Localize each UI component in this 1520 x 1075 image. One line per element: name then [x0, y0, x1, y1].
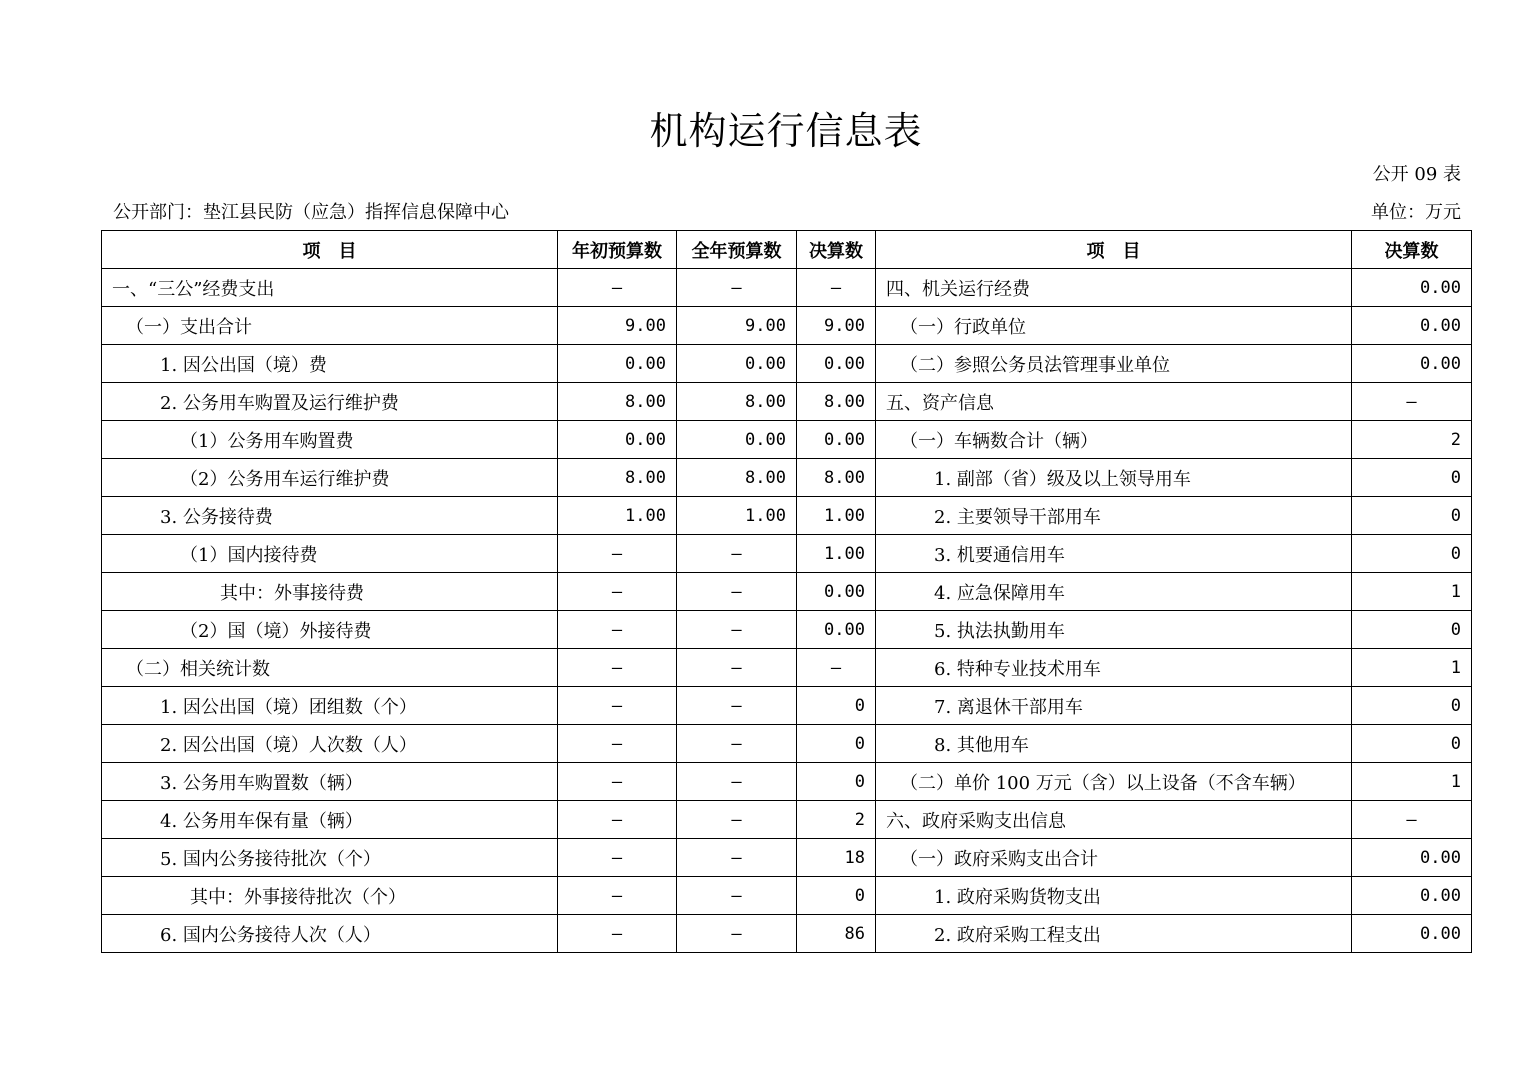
row-final-right: 0.00: [1352, 345, 1472, 383]
row-begin-budget: —: [558, 611, 677, 649]
row-final-right: —: [1352, 383, 1472, 421]
row-full-budget: —: [677, 725, 797, 763]
row-begin-budget: —: [558, 801, 677, 839]
header-item-right: 项 目: [876, 231, 1352, 269]
row-item-right: 2. 政府采购工程支出: [876, 915, 1352, 953]
unit-label: 单位：万元: [1371, 202, 1461, 223]
info-table: [101, 230, 1472, 953]
table-row: [102, 687, 1472, 725]
row-item-right: 8. 其他用车: [876, 725, 1352, 763]
row-begin-budget: 1.00: [558, 497, 677, 535]
row-item-right: 2. 主要领导干部用车: [876, 497, 1352, 535]
table-row: [102, 307, 1472, 345]
row-item-left: 6. 国内公务接待人次（人）: [102, 915, 558, 953]
row-item-left: 3. 公务接待费: [102, 497, 558, 535]
row-item-left: 2. 公务用车购置及运行维护费: [102, 383, 558, 421]
row-final-right: 2: [1352, 421, 1472, 459]
header-item: 项 目: [102, 231, 558, 269]
row-begin-budget: —: [558, 649, 677, 687]
row-final-right: 0.00: [1352, 877, 1472, 915]
row-item-left: （2）国（境）外接待费: [102, 611, 558, 649]
row-item-left: （1）国内接待费: [102, 535, 558, 573]
row-final: 0: [797, 763, 876, 801]
row-full-budget: 0.00: [677, 345, 797, 383]
row-begin-budget: 0.00: [558, 421, 677, 459]
row-final-right: 0.00: [1352, 839, 1472, 877]
table-row: [102, 915, 1472, 953]
row-full-budget: 8.00: [677, 383, 797, 421]
row-item-left: 一、“三公”经费支出: [102, 269, 558, 307]
row-begin-budget: —: [558, 725, 677, 763]
row-item-right: （一）车辆数合计（辆）: [876, 421, 1352, 459]
row-final-right: 0: [1352, 725, 1472, 763]
row-begin-budget: 8.00: [558, 459, 677, 497]
row-final: 0: [797, 725, 876, 763]
table-row: [102, 649, 1472, 687]
table-row: [102, 573, 1472, 611]
row-final: 8.00: [797, 383, 876, 421]
row-full-budget: 0.00: [677, 421, 797, 459]
row-item-right: （二）单价 100 万元（含）以上设备（不含车辆）: [876, 763, 1352, 801]
row-item-left: 2. 因公出国（境）人次数（人）: [102, 725, 558, 763]
row-item-left: 5. 国内公务接待批次（个）: [102, 839, 558, 877]
row-item-right: （一）政府采购支出合计: [876, 839, 1352, 877]
header-full-budget: 全年预算数: [677, 231, 797, 269]
row-final: 18: [797, 839, 876, 877]
row-begin-budget: 0.00: [558, 345, 677, 383]
row-item-left: 1. 因公出国（境）费: [102, 345, 558, 383]
row-item-right: （二）参照公务员法管理事业单位: [876, 345, 1352, 383]
table-row: [102, 801, 1472, 839]
row-full-budget: 8.00: [677, 459, 797, 497]
table-row: [102, 421, 1472, 459]
row-item-left: （一）支出合计: [102, 307, 558, 345]
table-row: [102, 383, 1472, 421]
table-row: [102, 269, 1472, 307]
row-item-right: 1. 副部（省）级及以上领导用车: [876, 459, 1352, 497]
table-header-row: [102, 231, 1472, 269]
row-item-right: 6. 特种专业技术用车: [876, 649, 1352, 687]
table-row: [102, 497, 1472, 535]
row-item-left: 其中：外事接待批次（个）: [102, 877, 558, 915]
row-final-right: 0.00: [1352, 915, 1472, 953]
row-final: 9.00: [797, 307, 876, 345]
row-item-left: （二）相关统计数: [102, 649, 558, 687]
table-row: [102, 611, 1472, 649]
row-full-budget: 9.00: [677, 307, 797, 345]
row-item-right: 四、机关运行经费: [876, 269, 1352, 307]
row-final-right: 0: [1352, 611, 1472, 649]
row-final-right: —: [1352, 801, 1472, 839]
row-final-right: 1: [1352, 763, 1472, 801]
row-full-budget: —: [677, 915, 797, 953]
row-final-right: 0: [1352, 687, 1472, 725]
row-item-right: 4. 应急保障用车: [876, 573, 1352, 611]
row-full-budget: —: [677, 269, 797, 307]
row-item-right: 5. 执法执勤用车: [876, 611, 1352, 649]
row-full-budget: —: [677, 687, 797, 725]
table-row: [102, 839, 1472, 877]
row-final: 86: [797, 915, 876, 953]
form-number: 公开 09 表: [1372, 164, 1461, 185]
row-item-right: （一）行政单位: [876, 307, 1352, 345]
row-begin-budget: —: [558, 687, 677, 725]
row-final: 1.00: [797, 497, 876, 535]
row-final: 8.00: [797, 459, 876, 497]
table-row: [102, 877, 1472, 915]
row-final: 0: [797, 877, 876, 915]
row-final-right: 1: [1352, 649, 1472, 687]
header-final: 决算数: [797, 231, 876, 269]
row-final: 0.00: [797, 345, 876, 383]
row-begin-budget: 8.00: [558, 383, 677, 421]
row-item-left: （1）公务用车购置费: [102, 421, 558, 459]
row-item-left: 其中：外事接待费: [102, 573, 558, 611]
row-begin-budget: —: [558, 877, 677, 915]
row-item-right: 五、资产信息: [876, 383, 1352, 421]
table-row: [102, 345, 1472, 383]
row-final-right: 0: [1352, 497, 1472, 535]
row-begin-budget: —: [558, 573, 677, 611]
row-item-right: 7. 离退休干部用车: [876, 687, 1352, 725]
row-item-left: 1. 因公出国（境）团组数（个）: [102, 687, 558, 725]
row-full-budget: —: [677, 763, 797, 801]
row-final-right: 0: [1352, 535, 1472, 573]
row-full-budget: —: [677, 877, 797, 915]
row-full-budget: —: [677, 801, 797, 839]
row-item-left: 3. 公务用车购置数（辆）: [102, 763, 558, 801]
row-final-right: 0.00: [1352, 307, 1472, 345]
row-item-right: 3. 机要通信用车: [876, 535, 1352, 573]
row-item-right: 1. 政府采购货物支出: [876, 877, 1352, 915]
row-final-right: 0.00: [1352, 269, 1472, 307]
row-begin-budget: —: [558, 763, 677, 801]
row-final-right: 1: [1352, 573, 1472, 611]
row-final: 2: [797, 801, 876, 839]
row-full-budget: —: [677, 535, 797, 573]
row-full-budget: —: [677, 839, 797, 877]
row-final: 1.00: [797, 535, 876, 573]
row-begin-budget: —: [558, 269, 677, 307]
row-full-budget: 1.00: [677, 497, 797, 535]
table-row: [102, 459, 1472, 497]
row-begin-budget: —: [558, 915, 677, 953]
row-final: 0: [797, 687, 876, 725]
row-full-budget: —: [677, 649, 797, 687]
row-full-budget: —: [677, 573, 797, 611]
row-final-right: 0: [1352, 459, 1472, 497]
row-final: 0.00: [797, 611, 876, 649]
header-final-right: 决算数: [1352, 231, 1472, 269]
row-item-left: （2）公务用车运行维护费: [102, 459, 558, 497]
row-final: 0.00: [797, 421, 876, 459]
row-final: —: [797, 269, 876, 307]
table-row: [102, 535, 1472, 573]
department-label: 公开部门：垫江县民防（应急）指挥信息保障中心: [113, 202, 509, 223]
row-begin-budget: —: [558, 535, 677, 573]
row-item-right: 六、政府采购支出信息: [876, 801, 1352, 839]
row-final: 0.00: [797, 573, 876, 611]
row-full-budget: —: [677, 611, 797, 649]
row-final: —: [797, 649, 876, 687]
row-begin-budget: 9.00: [558, 307, 677, 345]
header-begin-budget: 年初预算数: [558, 231, 677, 269]
page-title: 机构运行信息表: [649, 109, 923, 153]
row-begin-budget: —: [558, 839, 677, 877]
table-row: [102, 725, 1472, 763]
row-item-left: 4. 公务用车保有量（辆）: [102, 801, 558, 839]
table-row: [102, 763, 1472, 801]
